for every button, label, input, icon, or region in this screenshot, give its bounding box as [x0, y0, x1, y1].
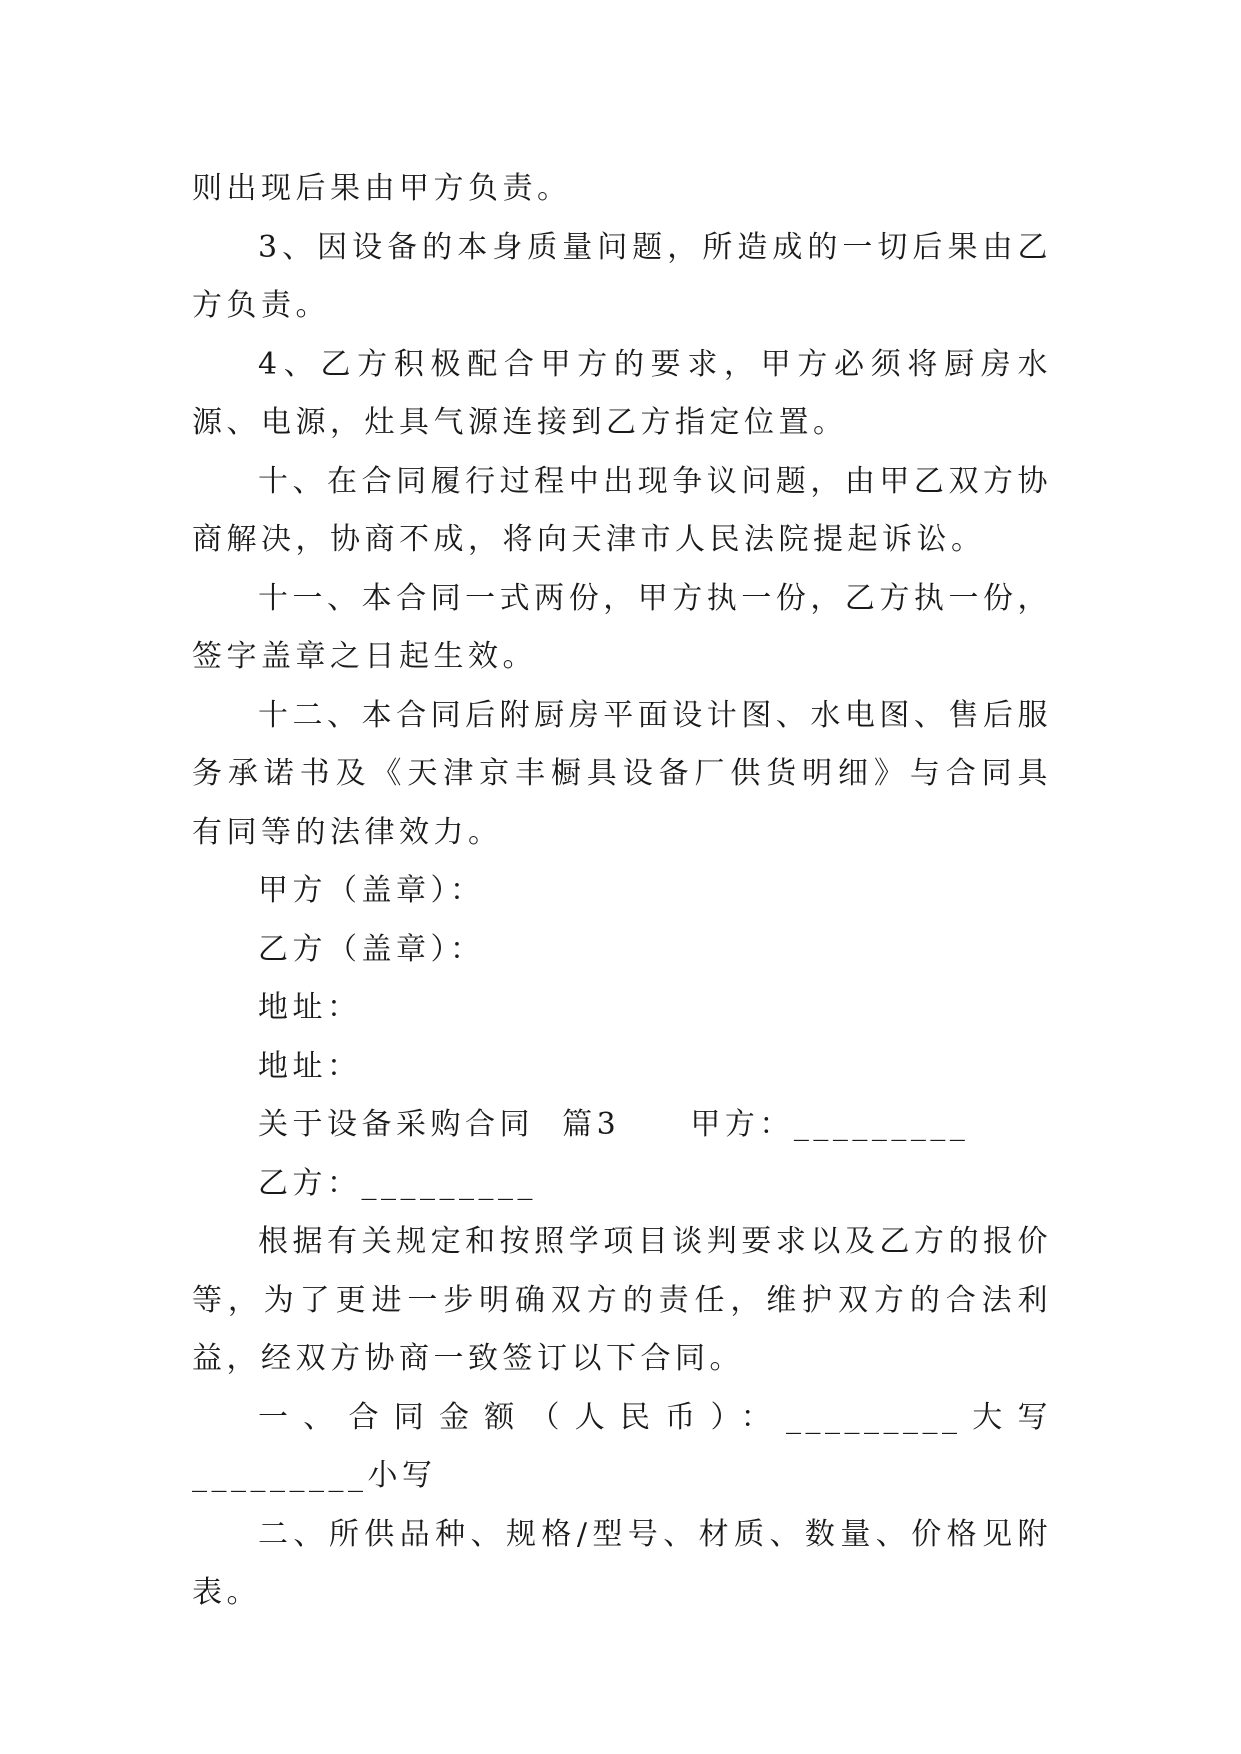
signature-block — [192, 862, 1052, 1213]
document-body — [192, 160, 1052, 1623]
paragraph-article-11: 十一、本合同一式两份，甲方执一份，乙方执一份，签字盖章之日起生效。 — [192, 580, 1052, 674]
paragraph-continuation: 则出现后果由甲方负责。 — [192, 171, 572, 206]
section-3-items: 二、所供品种、规格/型号、材质、数量、价格见附表。 — [192, 1516, 1052, 1610]
section-3-heading: 关于设备采购合同 篇3 甲方：_________ — [258, 1107, 970, 1142]
paragraph-article-10: 十、在合同履行过程中出现争议问题，由甲乙双方协商解决，协商不成，将向天津市人民法院提起诉讼。 — [192, 463, 1052, 557]
address-label-2: 地址： — [258, 1048, 362, 1084]
section-3-amount: 一、合同金额（人民币）：_________大写_________小写 — [192, 1399, 1052, 1493]
party-b-seal-label: 乙方（盖章）： — [258, 931, 485, 967]
paragraph-item-4: 4、乙方积极配合甲方的要求，甲方必须将厨房水源、电源，灶具气源连接到乙方指定位置。 — [192, 346, 1052, 440]
paragraph-article-12: 十二、本合同后附厨房平面设计图、水电图、售后服务承诺书及《天津京丰橱具设备厂供货明细》与合同具有同等的法律效力。 — [192, 697, 1052, 850]
section-3-intro: 根据有关规定和按照学项目谈判要求以及乙方的报价等，为了更进一步明确双方的责任，维护双方的合法利益，经双方协商一致签订以下合同。 — [192, 1224, 1052, 1376]
section-3-party-b: 乙方：_________ — [258, 1165, 537, 1201]
party-a-seal-label: 甲方（盖章）： — [258, 873, 485, 908]
address-label-1: 地址： — [258, 990, 362, 1025]
paragraph-item-3: 3、因设备的本身质量问题，所造成的一切后果由乙方负责。 — [192, 229, 1052, 323]
